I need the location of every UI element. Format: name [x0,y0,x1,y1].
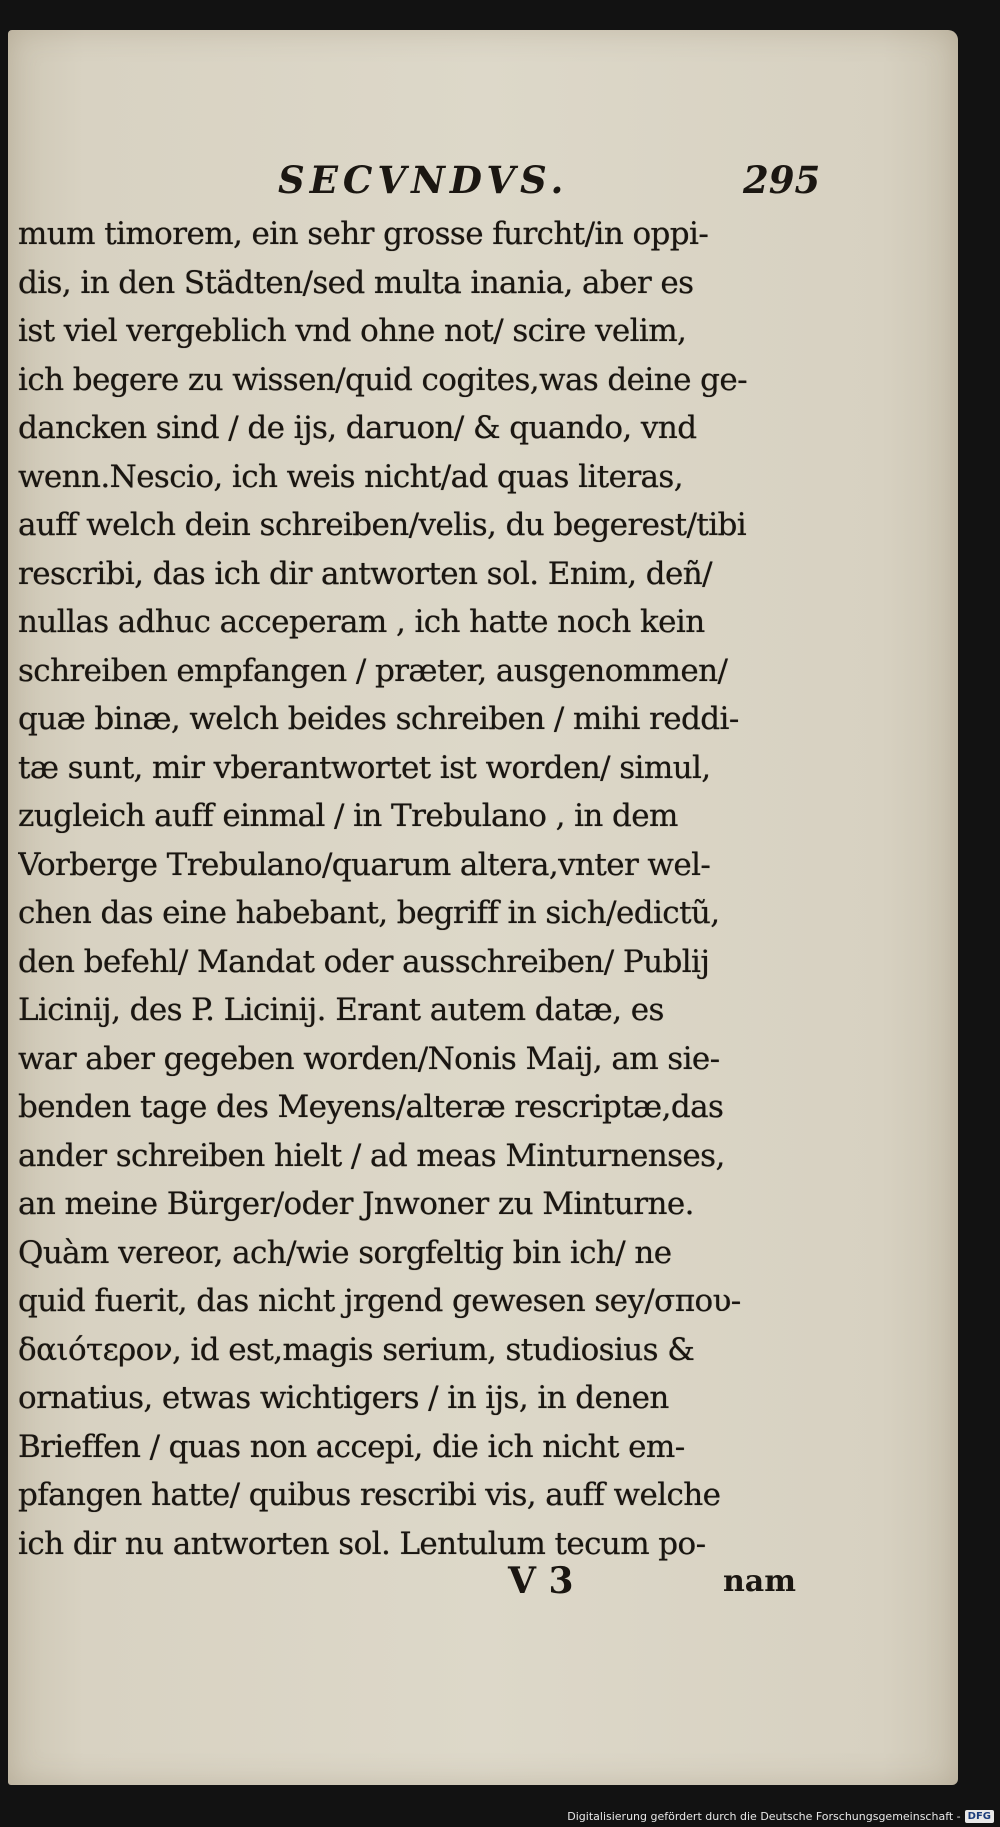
credit-text: Digitalisierung gefördert durch die Deutsche Forschungsgemeinschaft - [567,1810,961,1823]
text-line: Quàm vereor, ach/wie sorgfeltig bin ich/ ne [18,1234,672,1271]
text-line: nullas adhuc acceperam , ich hatte noch kein [18,604,705,640]
text-line: dis, in den Städten/sed multa inania, aber es [18,264,694,301]
text-line: quæ binæ, welch beides schreiben / mihi reddi- [18,701,739,737]
text-line: δαιότερον, id est,magis serium, studiosius & [18,1331,695,1368]
signature-mark: V 3 [508,1560,574,1602]
text-line: war aber gegeben worden/Nonis Maij, am sie- [18,1040,720,1077]
text-line: schreiben empfangen / præter, ausgenommen/ [18,652,728,689]
running-head: SECVNDVS. [278,158,569,202]
text-line: Licinij, des P. Licinij. Erant autem datæ, es [18,992,664,1028]
text-line: den befehl/ Mandat oder ausschreiben/ Publij [18,943,710,980]
text-line: tæ sunt, mir vberantwortet ist worden/ simul, [18,749,711,786]
page-footer [8,1560,958,1620]
digitization-credit [567,1810,994,1823]
page-header [8,140,958,210]
dfg-logo-icon: DFG [965,1810,994,1823]
text-line: benden tage des Meyens/alteræ rescriptæ,das [18,1089,724,1125]
text-line: rescribi, das ich dir antworten sol. Enim, deñ/ [18,555,713,592]
text-line: dancken sind / de ijs, daruon/ & quando, vnd [18,410,697,446]
text-line: zugleich auff einmal / in Trebulano , in dem [18,798,678,834]
text-line: mum timorem, ein sehr grosse furcht/in oppi- [18,216,709,252]
text-line: ich begere zu wissen/quid cogites,was deine ge- [18,361,747,398]
page-number: 295 [743,158,821,202]
text-line: auff welch dein schreiben/velis, du begerest/tibi [18,507,747,543]
text-line: chen das eine habebant, begriff in sich/edictũ, [18,895,720,931]
text-line: wenn.Nescio, ich weis nicht/ad quas literas, [18,458,683,495]
text-line: ich dir nu antworten sol. Lentulum tecum po- [18,1525,706,1562]
text-line: pfangen hatte/ quibus rescribi vis, auff welche [18,1477,721,1513]
text-line: Brieffen / quas non accepi, die ich nicht em- [18,1428,685,1465]
catchword: nam [723,1564,796,1599]
body-text [18,210,818,1568]
book-page [8,30,958,1785]
text-line: ander schreiben hielt / ad meas Minturnenses, [18,1137,725,1174]
text-line: ornatius, etwas wichtigers / in ijs, in denen [18,1380,669,1416]
text-line: ist viel vergeblich vnd ohne not/ scire velim, [18,313,687,349]
text-line: an meine Bürger/oder Jnwoner zu Minturne. [18,1186,694,1222]
text-line: Vorberge Trebulano/quarum altera,vnter wel- [18,846,711,883]
text-line: quid fuerit, das nicht jrgend gewesen sey/σπου- [18,1283,741,1319]
